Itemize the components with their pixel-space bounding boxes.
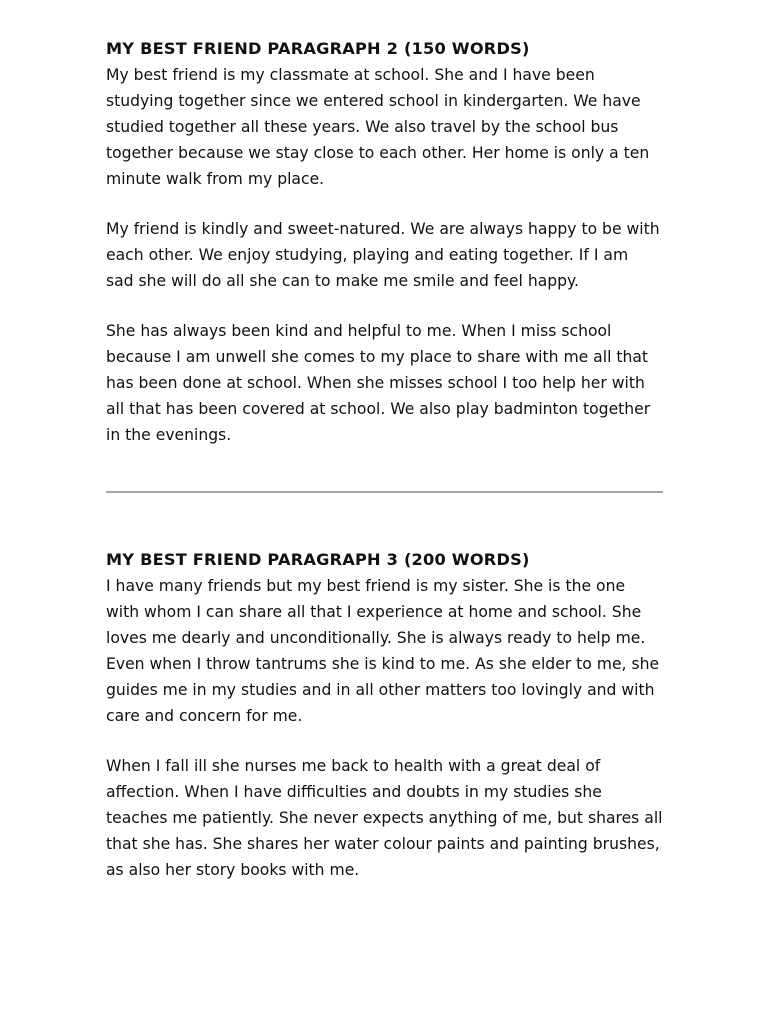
section-heading: MY BEST FRIEND PARAGRAPH 2 (150 WORDS) <box>106 39 530 58</box>
text-line: with whom I can share all that I experience at home and school. She <box>106 603 642 621</box>
paragraph <box>106 753 666 883</box>
text-line: minute walk from my place. <box>106 170 325 188</box>
text-line: guides me in my studies and in all other matters too lovingly and with <box>106 681 655 699</box>
text-line: My friend is kindly and sweet-natured. We are always happy to be with <box>106 220 660 238</box>
paragraph <box>106 573 666 729</box>
section-divider <box>106 491 663 493</box>
text-line: that she has. She shares her water colour paints and painting brushes, <box>106 835 660 853</box>
text-line: My best friend is my classmate at school. She and I have been <box>106 66 595 84</box>
section-heading: MY BEST FRIEND PARAGRAPH 3 (200 WORDS) <box>106 550 530 569</box>
paragraph <box>106 318 666 448</box>
text-line: teaches me patiently. She never expects anything of me, but shares all <box>106 809 663 827</box>
text-line: each other. We enjoy studying, playing and eating together. If I am <box>106 246 629 264</box>
text-line: loves me dearly and unconditionally. She is always ready to help me. <box>106 629 646 647</box>
text-line: as also her story books with me. <box>106 861 360 879</box>
text-line: has been done at school. When she misses school I too help her with <box>106 374 645 392</box>
text-line: Even when I throw tantrums she is kind to me. As she elder to me, she <box>106 655 660 673</box>
text-line: together because we stay close to each other. Her home is only a ten <box>106 144 650 162</box>
text-line: affection. When I have difficulties and doubts in my studies she <box>106 783 602 801</box>
paragraph <box>106 62 666 192</box>
text-line: When I fall ill she nurses me back to health with a great deal of <box>106 757 601 775</box>
text-line: care and concern for me. <box>106 707 303 725</box>
text-line: studying together since we entered school in kindergarten. We have <box>106 92 641 110</box>
text-line: She has always been kind and helpful to me. When I miss school <box>106 322 612 340</box>
section-paragraph-3 <box>106 547 666 907</box>
text-line: because I am unwell she comes to my place to share with me all that <box>106 348 649 366</box>
text-line: studied together all these years. We also travel by the school bus <box>106 118 619 136</box>
paragraph <box>106 216 666 294</box>
text-line: I have many friends but my best friend is my sister. She is the one <box>106 577 626 595</box>
text-line: all that has been covered at school. We also play badminton together <box>106 400 651 418</box>
text-line: in the evenings. <box>106 426 232 444</box>
text-line: sad she will do all she can to make me smile and feel happy. <box>106 272 580 290</box>
section-paragraph-2 <box>106 36 666 472</box>
